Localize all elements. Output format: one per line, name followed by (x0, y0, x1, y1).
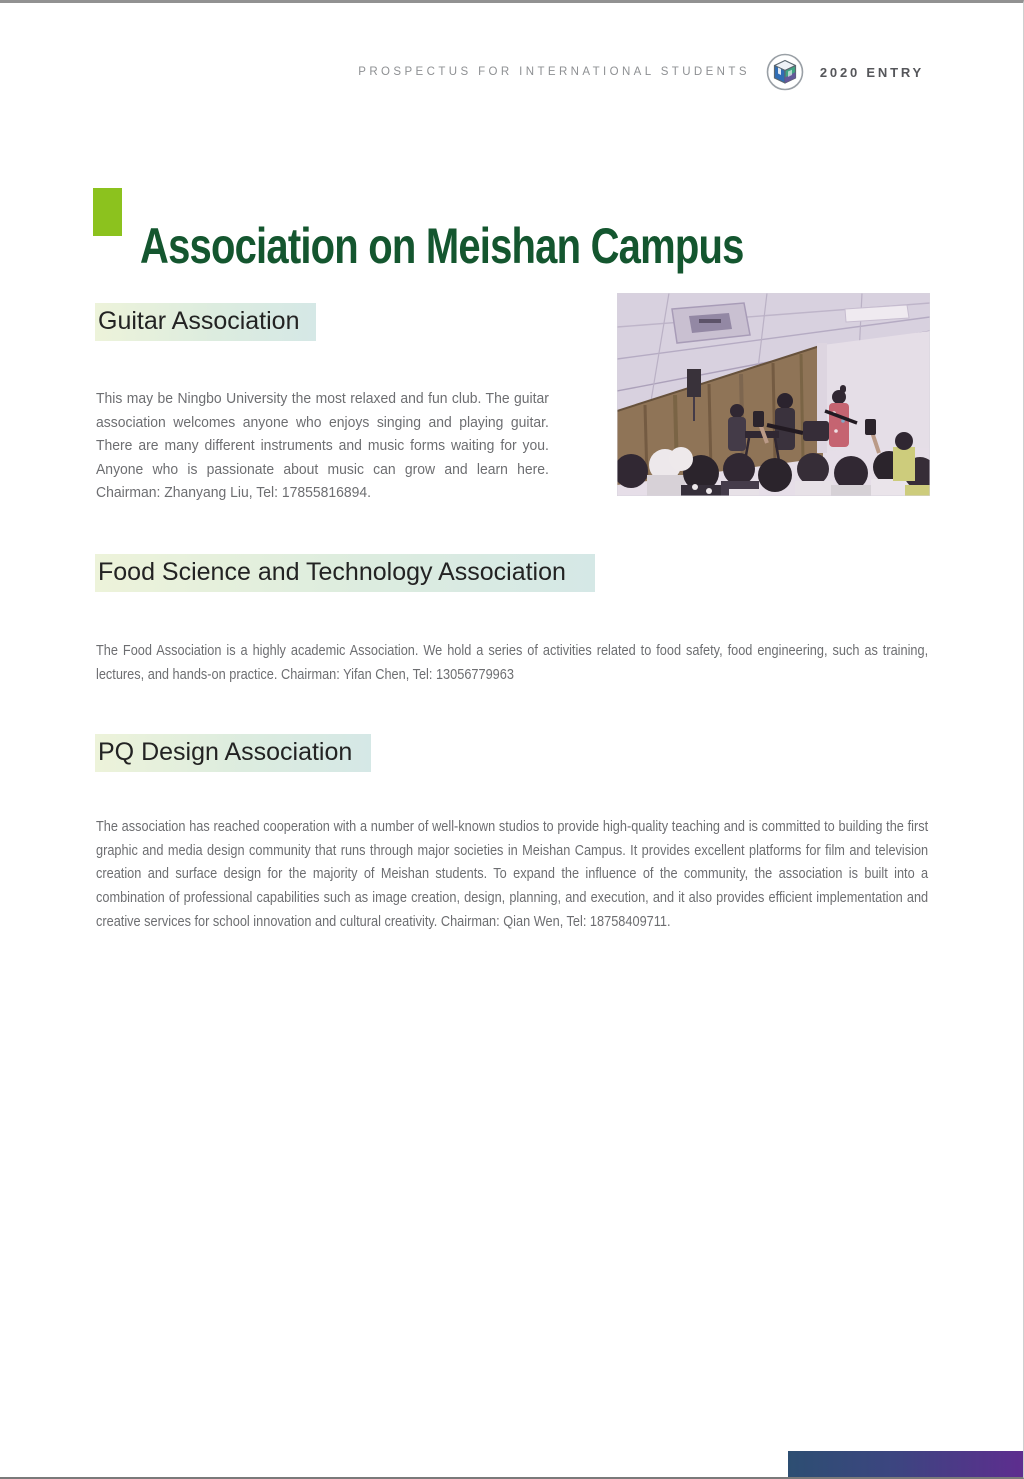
section-heading-guitar-association: Guitar Association (95, 303, 316, 341)
pq-design-association-paragraph: The association has reached cooperation with a number of well-known studios to provide high-quality teaching and is committed to building the first graphic and media design community that runs through major societies in Meishan Campus. It provides excellent platforms for film and television creation and surface design for the majority of Meishan students. To expand the influence of the community, the association is built into a combination of professional capabilities such as image creation, design, planning, and execution, and it also provides efficient implementation and creative services for school innovation and cultural creativity. Chairman: Qian Wen, Tel: 18758409711. (96, 818, 929, 930)
prospectus-label: PROSPECTUS FOR INTERNATIONAL STUDENTS (358, 66, 750, 78)
page-title: Association on Meishan Campus (140, 217, 744, 274)
green-square-bullet-icon (93, 188, 122, 236)
university-logo-icon (766, 53, 804, 91)
guitar-association-paragraph: This may be Ningbo University the most relaxed and fun club. The guitar association welcomes anyone who enjoys singing and playing guitar. There are many different instruments and music forms waiting for you. Anyone who is passionate about music can grow and learn here. Chairman: Zhanyang Liu, Tel: 17855816894. (96, 390, 549, 501)
section-heading-pq-design-association: PQ Design Association (95, 734, 371, 772)
page-header (358, 53, 924, 91)
page-title-block (93, 188, 894, 303)
guitar-association-photo (617, 293, 930, 496)
food-science-association-paragraph: The Food Association is a highly academic Association. We hold a series of activities related to food safety, food engineering, such as training, lectures, and hands-on practice. Chairman: Yifan Chen, Tel: 13056779963 (96, 642, 929, 683)
footer-gradient-bar (788, 1451, 1024, 1479)
entry-year-label: 2020 ENTRY (819, 64, 924, 80)
section-heading-food-science-association: Food Science and Technology Association (95, 554, 595, 592)
